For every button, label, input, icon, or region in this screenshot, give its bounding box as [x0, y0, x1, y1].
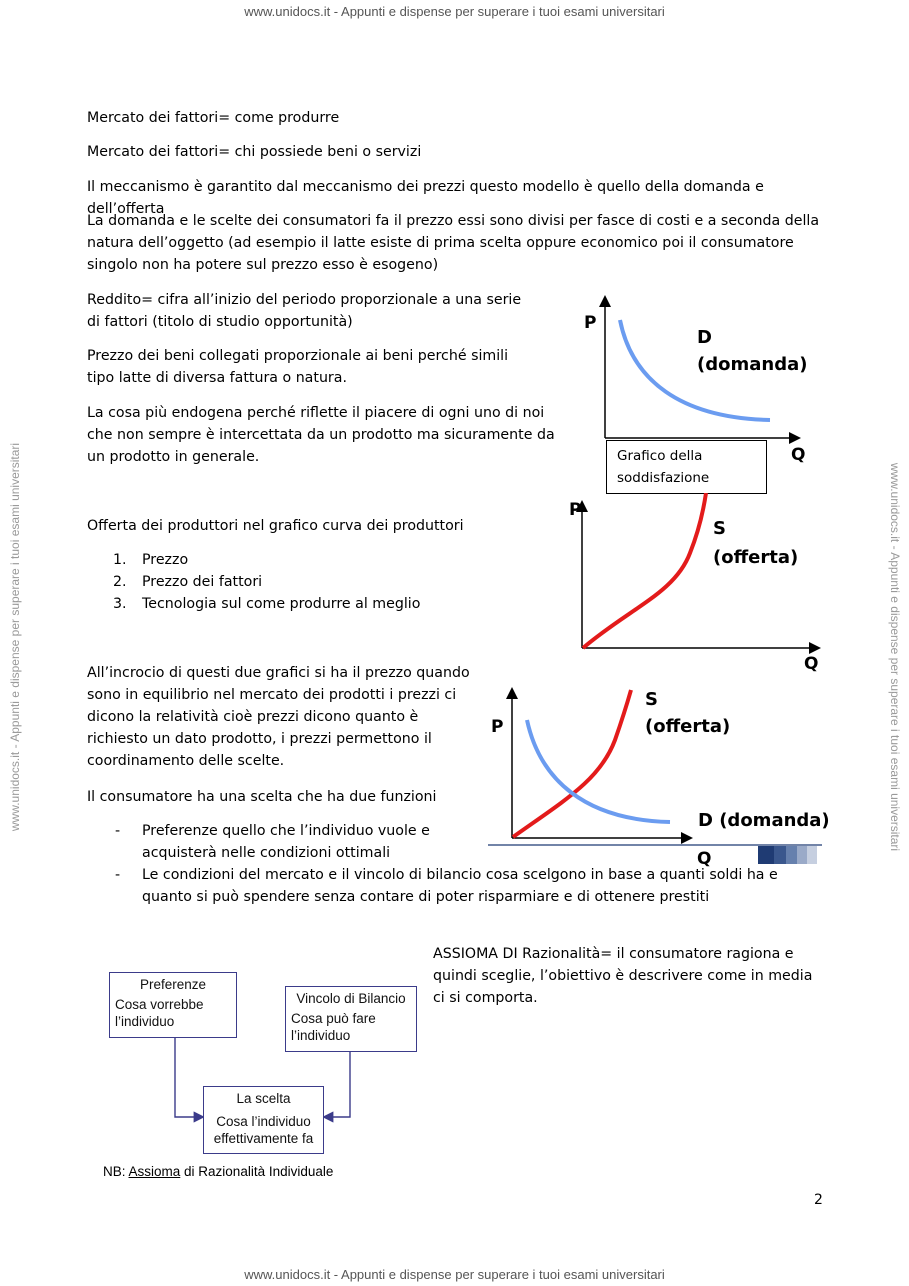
supply-label-sub: (offerta)	[713, 547, 799, 568]
ordered-list	[87, 549, 487, 615]
paragraph-endogena: La cosa più endogena perché riflette il piacere di ogni uno di noi che non sempre è intercettata da un prodotto ma sicuramente da un prodotto in generale.	[87, 405, 555, 465]
watermark-left: www.unidocs.it - Appunti e dispense per superare i tuoi esami universitari	[8, 442, 22, 832]
list-item: 2. Prezzo dei fattori	[113, 574, 263, 590]
supply-label: S	[713, 518, 726, 539]
supply-label-sub: (offerta)	[645, 716, 731, 737]
caption-box: Grafico della soddisfazione	[606, 440, 767, 494]
list-item: 3. Tecnologia sul come produrre al meglio	[113, 596, 421, 612]
box-preferenze	[109, 972, 237, 1038]
accent-gradient-blocks	[758, 846, 817, 864]
box-scelta	[203, 1086, 324, 1154]
box-title: Preferenze	[139, 977, 207, 992]
supply-graph	[560, 493, 830, 678]
watermark-bottom: www.unidocs.it - Appunti e dispense per superare i tuoi esami universitari	[244, 1267, 665, 1282]
watermark-right: www.unidocs.it - Appunti e dispense per superare i tuoi esami universitari	[888, 462, 902, 852]
paragraph-prezzo-beni: Prezzo dei beni collegati proporzionale ai beni perché simili tipo latte di diversa fattura o natura.	[87, 348, 509, 386]
p-axis-label: P	[584, 313, 597, 333]
q-axis-label: Q	[697, 849, 712, 869]
paragraph-assioma: ASSIOMA DI Razionalità= il consumatore ragiona e quindi sceglie, l’obiettivo è descrivere come in media ci si comporta.	[433, 946, 813, 1006]
equilibrium-graph	[485, 680, 830, 870]
paragraph-offerta: Offerta dei produttori nel grafico curva dei produttori	[87, 518, 464, 534]
p-axis-label: P	[491, 717, 504, 737]
demand-label: D	[697, 327, 712, 348]
arrow-vincolo	[325, 1051, 350, 1117]
demand-label: D (domanda)	[698, 810, 830, 831]
p-axis-label: P	[569, 500, 582, 520]
supply-label: S	[645, 689, 658, 710]
paragraph-meccanismo: Il meccanismo è garantito dal meccanismo dei prezzi questo modello è quello della domanda e dell’offerta	[87, 179, 764, 217]
box-title: Vincolo di Bilancio	[296, 991, 406, 1006]
box-body: Cosa l’individuo effettivamente fa	[213, 1114, 314, 1146]
box-vincolo-bilancio	[285, 986, 417, 1052]
paragraph-mercato-fattori-1: Mercato dei fattori= come produrre	[87, 110, 340, 126]
box-title: La scelta	[236, 1091, 291, 1106]
q-axis-label: Q	[804, 654, 819, 674]
paragraph-incrocio: All’incrocio di questi due grafici si ha il prezzo quando sono in equilibrio nel mercato dei prodotti i prezzi ci dicono la relatività cioè prezzi dicono quanto è richiesto un dato prodotto, i prezzi permettono il coordinamento delle scelte.	[87, 665, 470, 769]
box-body: Cosa può fare l’individuo	[291, 1011, 376, 1043]
nb-note: NB: Assioma di Razionalità Individuale	[103, 1164, 334, 1179]
demand-label-sub: (domanda)	[697, 354, 808, 375]
paragraph-consumatore: Il consumatore ha una scelta che ha due funzioni	[87, 789, 437, 805]
list-item: - Preferenze quello che l’individuo vuole e acquisterà nelle condizioni ottimali	[115, 823, 430, 861]
list-item: - Le condizioni del mercato e il vincolo di bilancio cosa scelgono in base a quanti soldi ha e quanto si può spendere senza contare di poter risparmiare e di ottenere prestiti	[115, 867, 778, 905]
supply-curve	[583, 493, 706, 648]
box-body: Cosa vorrebbe l’individuo	[115, 997, 204, 1029]
paragraph-mercato-fattori-2: Mercato dei fattori= chi possiede beni o servizi	[87, 144, 422, 160]
paragraph-domanda: La domanda e le scelte dei consumatori fa il prezzo essi sono divisi per fasce di costi e a seconda della natura dell’oggetto (ad esempio il latte esiste di prima scelta oppure economico poi il consumatore singolo non ha potere sul prezzo esso è esogeno)	[87, 213, 820, 273]
page-number: 2	[814, 1192, 823, 1208]
paragraph-reddito: Reddito= cifra all’inizio del periodo proporzionale a una serie di fattori (titolo di studio opportunità)	[87, 292, 522, 330]
list-item: 1. Prezzo	[113, 552, 189, 568]
watermark-top: www.unidocs.it - Appunti e dispense per superare i tuoi esami universitari	[244, 4, 665, 19]
nb-underlined: Assioma	[128, 1164, 181, 1179]
q-axis-label: Q	[791, 445, 806, 465]
arrow-preferenze	[175, 1037, 202, 1117]
